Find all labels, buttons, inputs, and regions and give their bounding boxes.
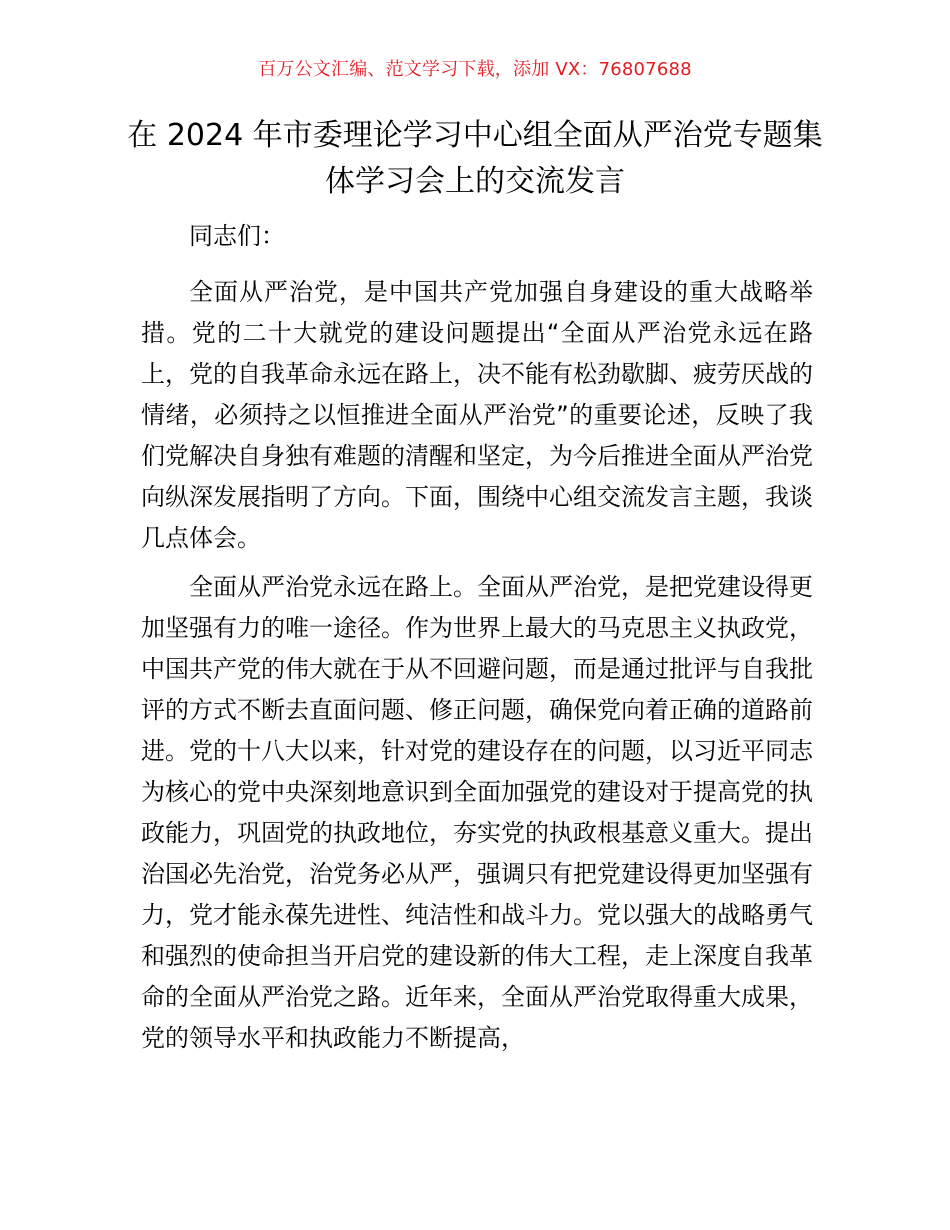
document-body: [141, 216, 813, 1067]
paragraph-intro: 全面从严治党，是中国共产党加强自身建设的重大战略举措。党的二十大就党的建设问题提出“全面从严治党永远在路上，党的自我革命永远在路上，决不能有松劲歇脚、疲劳厌战的情绪，必须持之以恒推进全面从严治党”的重要论述，反映了我们党解决自身独有难题的清醒和坚定，为今后推进全面从严治党向纵深发展指明了方向。下面，围绕中心组交流发言主题，我谈几点体会。: [141, 278, 813, 552]
document-title: 在 2024 年市委理论学习中心组全面从严治党专题集体学习会上的交流发言: [127, 118, 823, 199]
paragraph-section-1: 全面从严治党永远在路上。全面从严治党，是把党建设得更加坚强有力的唯一途径。作为世界上最大的马克思主义执政党，中国共产党的伟大就在于从不回避问题，而是通过批评与自我批评的方式不断去直面问题、修正问题，确保党向着正确的道路前进。党的十八大以来，针对党的建设存在的问题，以习近平同志为核心的党中央深刻地意识到全面加强党的建设对于提高党的执政能力，巩固党的执政地位，夯实党的执政根基意义重大。提出治国必先治党，治党务必从严，强调只有把党建设得更加坚强有力，党才能永葆先进性、纯洁性和战斗力。党以强大的战略勇气和强烈的使命担当开启党的建设新的伟大工程，走上深度自我革命的全面从严治党之路。近年来，全面从严治党取得重大成果，党的领导水平和执政能力不断提高，: [141, 573, 813, 1052]
header-watermark-note: 百万公文汇编、范文学习下载，添加 VX：76807688: [258, 59, 692, 80]
salutation: 同志们：: [189, 222, 285, 250]
